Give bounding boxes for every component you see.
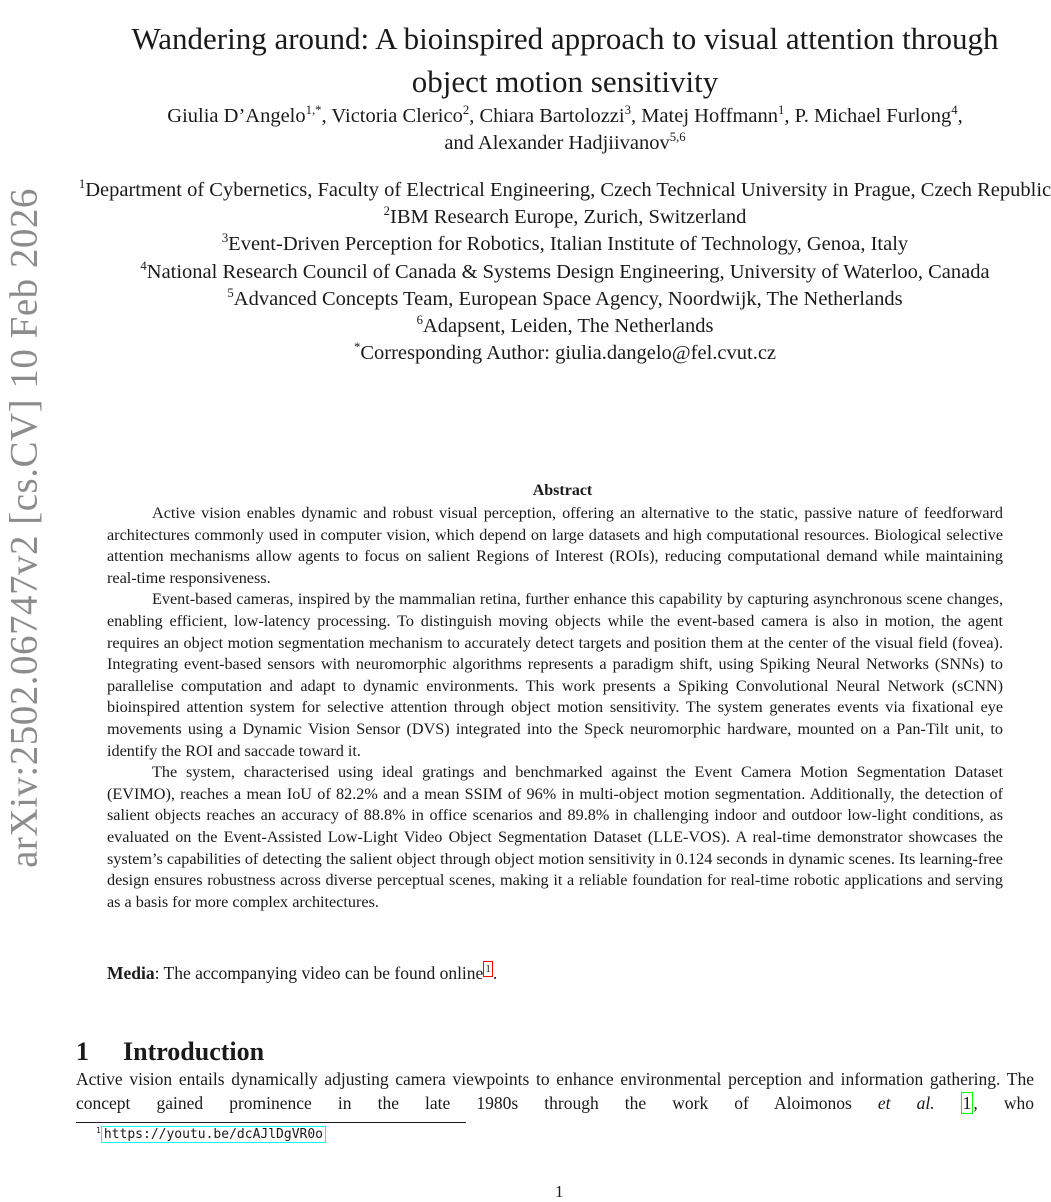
abstract-paragraph: The system, characterised using ideal gratings and benchmarked against the Event Camera Motion Segmentation Dataset (EVIMO), reaches a mean IoU of 82.2% and a mean SSIM of 96% in multi-object motion segmentation. Additionally, the detection of salient objects reaches an accuracy of 88.8% in office scenarios and 89.8% in challenging indoor and outdoor low-light conditions, as evaluated on the Event-Assisted Low-Light Video Object Segmentation Dataset (LLE-VOS). A real-time demonstrator showcases the system’s capabilities of detecting the salient object through object motion sensitivity in 0.124 seconds in dynamic scenes. Its learning-free design ensures robustness across diverse perceptual scenes, making it a reliable foundation for real-time robotic applications and serving as a basis for more complex architectures. [107,763,1003,911]
video-url-link[interactable]: https://youtu.be/dcAJlDgVR0o [101,1126,326,1143]
section-title: Introduction [123,1036,265,1066]
footnote-link[interactable]: 1 [485,963,491,975]
footnote [96,1127,326,1142]
affiliation: $^5$Advanced Concepts Team, European Space Agency, Noordwijk, The Netherlands [227,285,903,310]
arxiv-stamp-text: arXiv:2502.06747v2 [cs.CV] 10 Feb 2026 [2,187,46,868]
affiliation: $^2$IBM Research Europe, Zurich, Switzerland [383,203,747,229]
media-text: : The accompanying video can be found online [154,963,484,983]
corresponding-author: *Corresponding Author: giulia.dangelo@fel.cvut.cz [353,339,777,365]
abstract-paragraph: Active vision enables dynamic and robust visual perception, offering an alternative to the static, passive nature of feedforward architectures commonly used in computer vision, which depend on large datasets and high computational resources. Biological selective attention mechanisms allow agents to focus on salient Regions of Interest (ROIs), reducing computational demand while maintaining real-time responsiveness. [107,504,1003,587]
affiliation-list [70,177,1051,367]
footnote-divider [76,1122,466,1123]
section-number: 1 [76,1036,89,1066]
affiliation: $^6$Adapsent, Leiden, The Netherlands [416,312,714,338]
abstract-paragraph: Event-based cameras, inspired by the mammalian retina, further enhance this capability by capturing asynchronous scene changes, enabling efficient, low-latency processing. To distinguish moving objects while the event-based camera is also in motion, the agent requires an object motion segmentation mechanism to accurately detect targets and position them at the center of the visual field (fovea). Integrating event-based sensors with neuromorphic algorithms represents a paradigm shift, using Spiking Neural Networks (SNNs) to parallelise computation and adapt to dynamic environments. This work presents a Spiking Convolutional Neural Network (sCNN) bioinspired attention system for selective attention through object motion sensitivity. The system generates events via fixational eye movements using a Dynamic Vision Sensor (DVS) integrated into the Speck neuromorphic hardware, mounted on a Pan-Tilt unit, to identify the ROI and saccade toward it. [107,590,1003,760]
title-line-1: Wandering around: A bioinspired approach to visual attention through [131,20,999,56]
affiliation: $^1$Department of Cybernetics, Faculty of Electrical Engineering, Czech Technical University in Prague, Czech Republic [78,176,1051,201]
author: P. Michael Furlong$^4$, [794,102,963,127]
abstract-heading: Abstract [532,482,593,499]
page-number: 1 [555,1182,564,1201]
media-note: Media: The accompanying video can be found online 1 . [107,963,498,983]
et-al: et al. [877,1093,935,1113]
author: Chiara Bartolozzi$^3$, [479,102,642,127]
title-line-2: object motion sensitivity [411,63,719,99]
introduction-paragraph: Active vision entails dynamically adjusting camera viewpoints to enhance environmental perception and information gathering. The concept gained prominence in the late 1980s through the work of Aloimonos et al. 1 , who [76,1069,1035,1113]
author-list [70,103,1051,157]
footnote-marker: 1 [96,1125,101,1135]
affiliation: $^3$Event-Driven Perception for Robotics, Italian Institute of Technology, Genoa, Italy [221,231,909,256]
paper-title [70,17,1051,103]
affiliation: $^4$National Research Council of Canada & Systems Design Engineering, University of Waterloo, Canada [140,258,990,283]
abstract-body [107,503,1003,913]
section-heading [76,1037,976,1067]
author: Matej Hoffmann$^1$, [641,102,795,127]
author: Victoria Clerico$^2$, [331,102,480,127]
citation-link[interactable]: 1 [962,1093,972,1113]
author: Giulia D’Angelo$^{1,*}$, [167,102,332,127]
media-label: Media [107,963,155,983]
arxiv-identifier-stamp [2,180,46,875]
author: and Alexander Hadjiivanov$^{5,6}$ [444,129,686,154]
